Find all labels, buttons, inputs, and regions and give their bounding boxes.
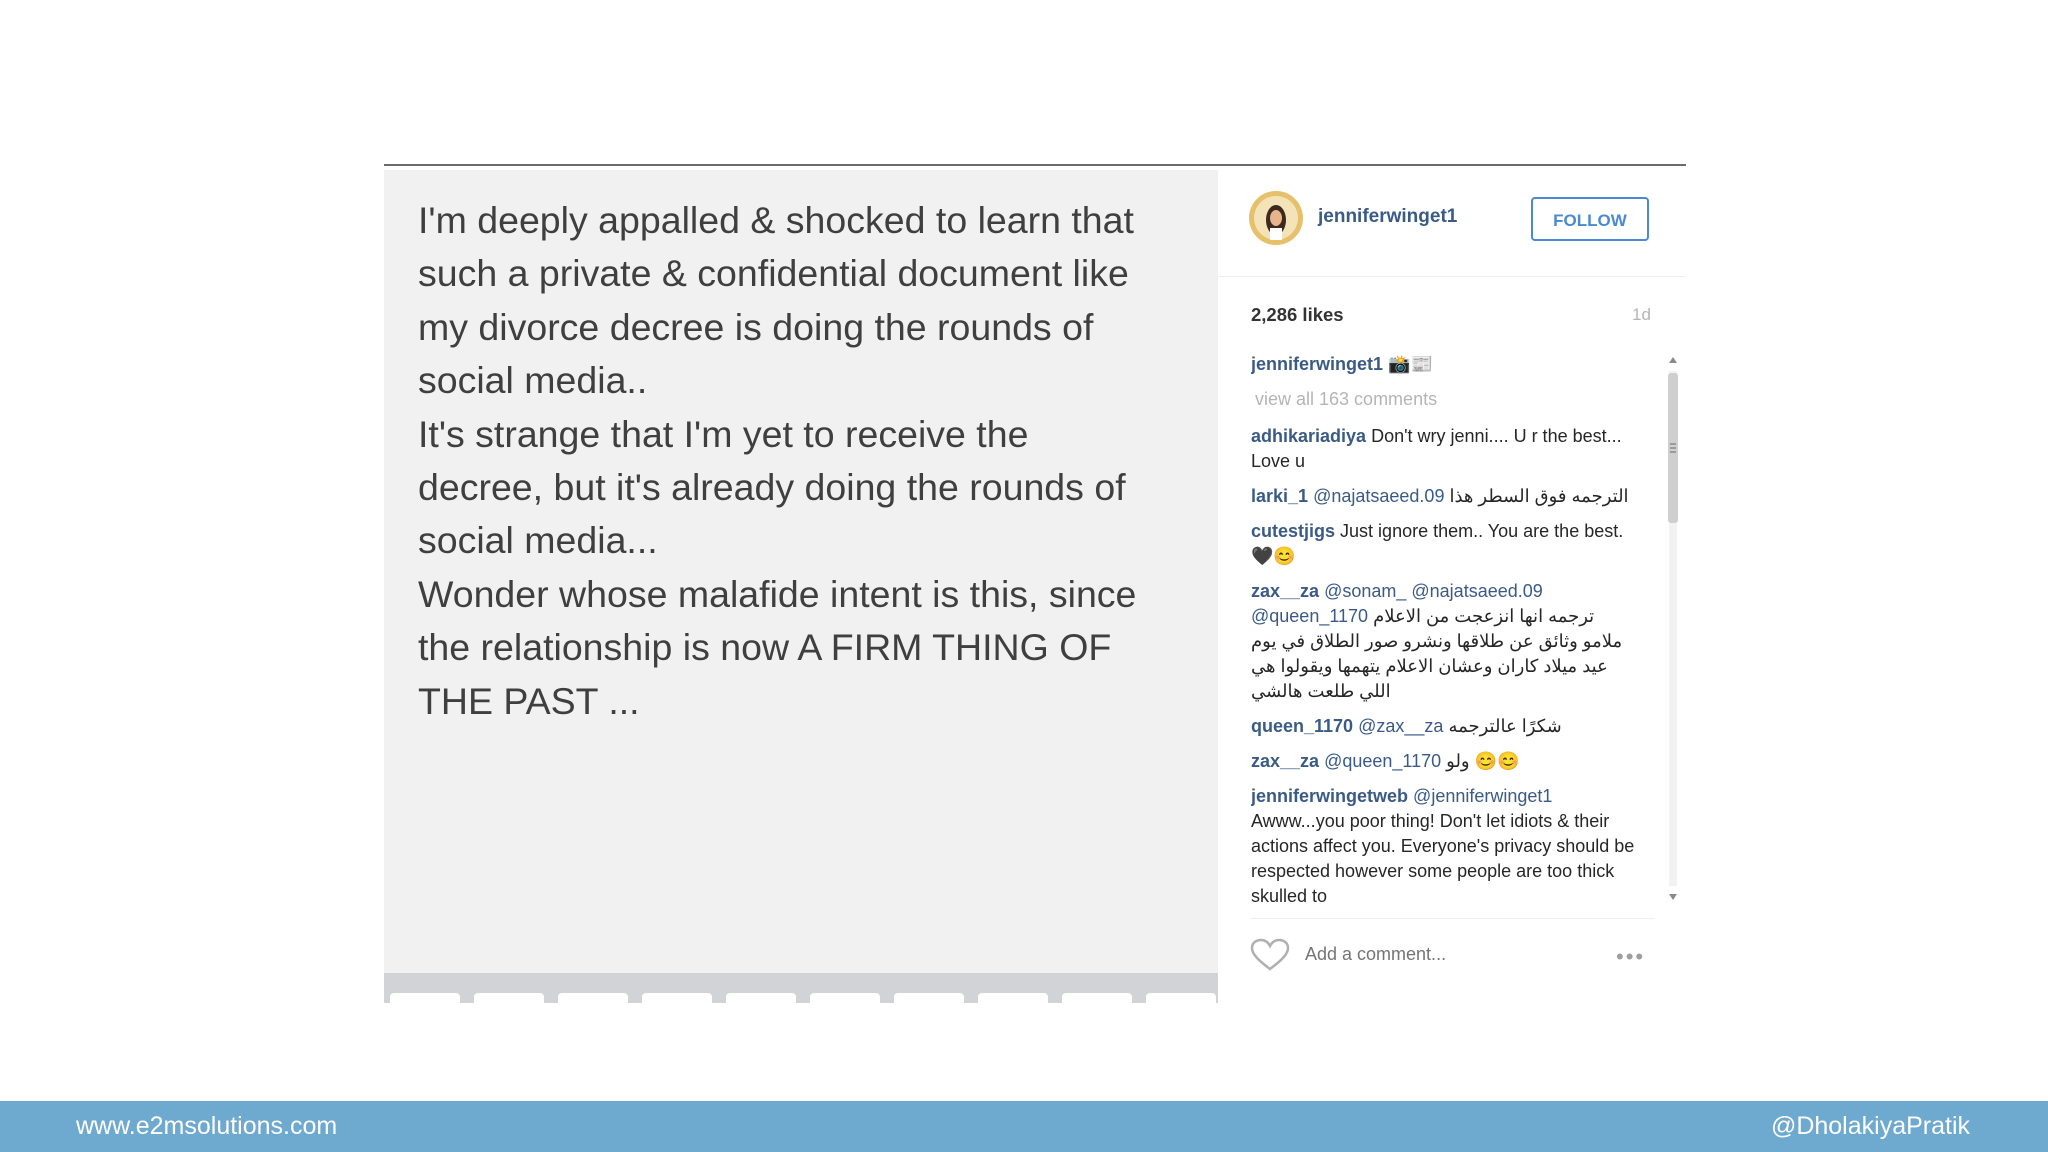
likes-count[interactable]: 2,286 likes [1251,304,1344,325]
key-shape [894,993,964,1003]
footer-handle[interactable]: @DholakiyaPratik [1770,1112,1970,1140]
comment-user[interactable]: adhikariadiya [1251,426,1367,446]
comment-item [1251,749,1635,774]
comment-user[interactable]: zax__za [1251,581,1320,601]
comment-text: ولو 😊😊 [1446,751,1520,771]
key-shape [1062,993,1132,1003]
post-image-text [418,194,1208,728]
comment-mention[interactable]: @sonam_ @najatsaeed.09 @queen_1170 [1251,581,1543,626]
post-age: 1d [1632,305,1651,324]
comment-user[interactable]: jenniferwingetweb [1251,786,1409,806]
footer-bar [0,1101,2048,1152]
key-shape [642,993,712,1003]
comment-user[interactable]: larki_1 [1251,486,1309,506]
footer-website[interactable]: www.e2msolutions.com [76,1112,338,1140]
key-shape [558,993,628,1003]
caption-emoji: 📸📰 [1388,354,1433,374]
post-text-line: social media... [418,519,658,562]
scroll-thumb[interactable] [1668,373,1678,523]
key-shape [390,993,460,1003]
comments-scrollbar[interactable] [1665,351,1681,906]
comment-text: Just ignore them.. You are the best. 🖤😊 [1251,521,1624,566]
heart-icon [1250,938,1290,972]
post-username[interactable]: jenniferwinget1 [1318,206,1458,227]
comment-item [1251,484,1635,509]
comment-user[interactable]: cutestjigs [1251,521,1336,541]
comment-text: الترجمه فوق السطر هذا [1449,486,1629,506]
view-all-comments-link[interactable]: view all 163 comments [1255,389,1438,409]
comment-user[interactable]: queen_1170 [1251,716,1354,736]
key-shape [1146,993,1216,1003]
post-text-line: the relationship is now A FIRM THING OF [418,626,1112,669]
more-options-button[interactable]: ••• [1616,944,1646,969]
key-shape [726,993,796,1003]
key-shape [810,993,880,1003]
post-text-line: such a private & confidential document like [418,252,1129,295]
comment-item [1251,714,1635,739]
post-text-line: social media.. [418,359,648,402]
avatar[interactable] [1248,190,1304,246]
comment-text: Don't wry jenni.... U r the best... Love u [1251,426,1622,471]
caption [1251,352,1635,377]
post-text-line: I'm deeply appalled & shocked to learn that [418,199,1134,241]
comment-item [1251,579,1635,704]
comment-item [1251,519,1635,569]
comment-mention[interactable]: @jenniferwinget1 [1413,786,1553,806]
like-heart-icon[interactable] [1250,938,1290,972]
comment-mention[interactable]: @najatsaeed.09 [1313,486,1445,506]
comment-text: ترجمه انها انزعجت من الاعلام ملامو وثائق عن طلاقها ونشرو صور الطلاق في يوم عيد ميلاد كاران وعشان الاعلام يتهمها ويقولوا هي اللي طلعت هالشي [1251,606,1623,701]
key-shape [978,993,1048,1003]
scroll-down-arrow-icon[interactable] [1669,894,1677,900]
comment-mention[interactable]: @queen_1170 [1324,751,1442,771]
comment-text: شكرًا عالترجمه [1448,716,1562,736]
post-text-line: my divorce decree is doing the rounds of [418,305,1094,348]
comments-list[interactable] [1251,352,1635,908]
scroll-up-arrow-icon[interactable] [1669,357,1677,363]
post-image[interactable] [384,170,1218,1003]
comment-text: Awww...you poor thing! Don't let idiots & their actions affect you. Everyone's privacy should be respected however some people are too thick skulled to [1251,811,1635,906]
comment-item [1251,784,1635,908]
follow-button[interactable]: FOLLOW [1531,197,1649,241]
add-comment-input[interactable] [1305,944,1585,965]
post-text-line: Wonder whose malafide intent is this, since [418,572,1137,615]
caption-user[interactable]: jenniferwinget1 [1251,354,1384,374]
comment-user[interactable]: zax__za [1251,751,1320,771]
post-text-line: It's strange that I'm yet to receive the [418,412,1029,455]
key-shape [474,993,544,1003]
comment-mention[interactable]: @zax__za [1358,716,1444,736]
post-text-line: decree, but it's already doing the rounds of [418,466,1126,509]
avatar-icon [1248,190,1304,246]
keyboard-strip [384,973,1218,1003]
post-text-line: THE PAST ... [418,679,640,722]
scroll-grip-icon [1670,443,1676,445]
comment-item [1251,424,1635,474]
